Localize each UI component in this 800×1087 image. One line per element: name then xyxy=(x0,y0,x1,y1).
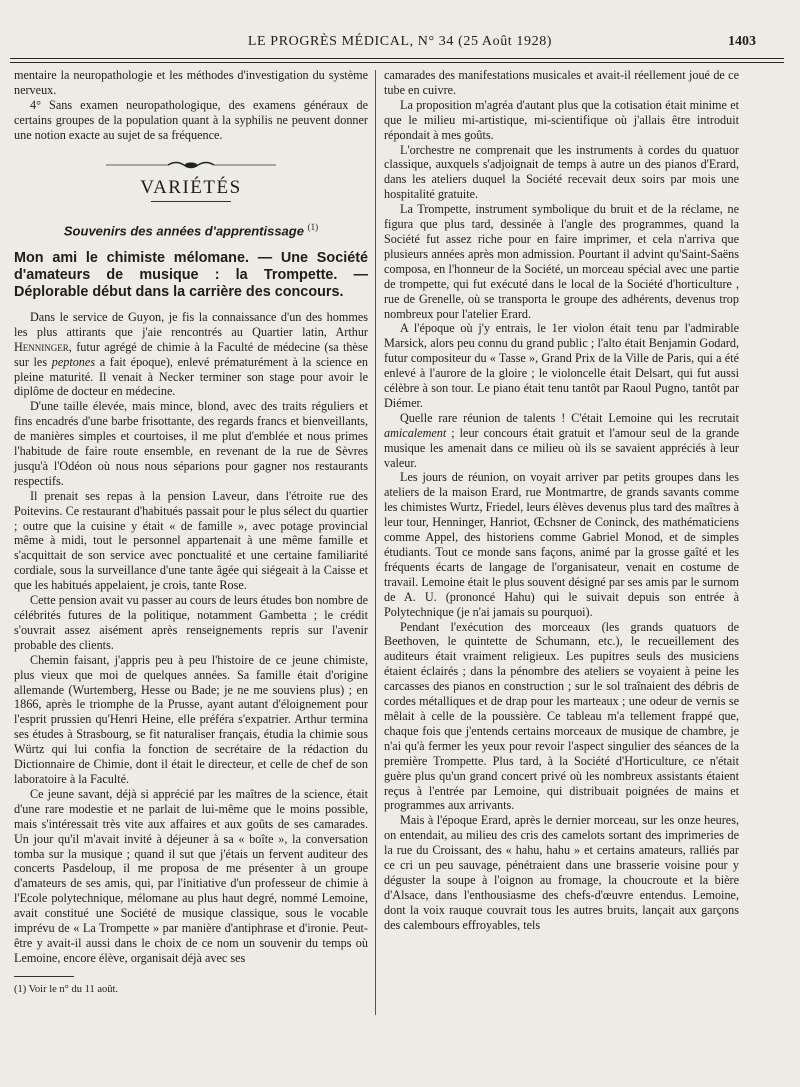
header-rule-thin xyxy=(10,62,784,63)
paragraph: mentaire la neuropathologie et les méthodes d'investigation du système nerveux. xyxy=(14,68,368,97)
paragraph: La proposition m'agréa d'autant plus que la cotisation était minime et que le milieu mi-artistique, mi-scientifique où j'allais être introduit répondait à mes goûts. xyxy=(384,97,739,142)
paragraph: Cette pension avait vu passer au cours de leurs études bon nombre de célébrités futures de la politique, notamment Gambetta ; le crédit s'ouvrait assez aisément après renseignements repris sur l'avenir probable des clients. xyxy=(14,593,368,652)
paragraph: 4° Sans examen neuropathologique, des examens généraux de certains groupes de la population quant à la syphilis ne peuvent donner une notion exacte au sujet de sa fréquence. xyxy=(14,97,368,142)
footnote: (1) Voir le n° du 11 août. xyxy=(14,983,119,995)
article-headline: Mon ami le chimiste mélomane. — Une Société d'amateurs de musique : la Trompette. — Déplorable début dans la carrière des concours. xyxy=(14,249,368,301)
paragraph: Chemin faisant, j'appris peu à peu l'histoire de ce jeune chimiste, plus vieux que moi de quelques années. Sa famille était d'origine allemande (Wurtemberg, Hesse ou Bade; je ne me souviens plus) ; en 1866, après le triomphe de la Prusse, ayant autant d'éloignement pour l'esprit prussien qu'Henri Heine, elle préféra s'expatrier. Arthur termina ses études à Strasbourg, se fit naturaliser français, étudia la chimie sous Würtz qui lui confia la fonction de secrétaire de la rédaction du Dictionnaire de Chimie, dont il était le directeur, et celle de chef de son laboratoire à la Faculté. xyxy=(14,652,368,786)
paragraph: Pendant l'exécution des morceaux (les grands quatuors de Beethoven, le quintette de Schumann, etc.), le recueillement des auditeurs était vraiment religieux. Les pupitres seuls des musiciens étaient éclairés ; dans la pénombre des ateliers se voyaient à peine les carcasses des pianos en construction ; sur le sol traînaient des débris de cordes métalliques et de drap pour les marteaux ; une odeur de vernis se mêlait à celle de la poussière. Ce tableau m'a tellement frappé que, chaque fois que j'entends certains morceaux de musique de chambre, je n'ai qu'à fermer les yeux pour revoir l'aspect singulier des séances de la première Trompette. Plus tard, à la Société d'Horticulture, ce n'était guère plus qu'un grand concert privé où les nombreux assistants étaient reçus à l'entrée par Lemoine, qui distribuait poignées de mains et programmes aux arrivants. xyxy=(384,619,739,813)
column-divider xyxy=(375,70,376,1015)
running-head: LE PROGRÈS MÉDICAL, N° 34 (25 Août 1928) xyxy=(247,34,553,49)
paragraph: Ce jeune savant, déjà si apprécié par les maîtres de la science, était d'une rare modestie et ne parlait de lui-même que le moins possible, mais s'intéressait très vite aux affaires et aux goûts de ses camarades. Un jour qu'il m'avait invité à déjeuner à sa « boîte », la conversation tomba sur la musique ; quand il sut que j'étais un fervent auditeur des concerts Pasdeloup, il me proposa de me présenter à un groupe d'amateurs de ses amis, qui, par l'initiative d'un professeur de chimie à l'Ecole polytechnique, mélomane au plus haut degré, nommé Lemoine, avait constitué une Société de musique classique, sous le vocable imprévu de « La Trompette » par manière d'antiphrase et d'ironie. Peut-être y avait-il aussi dans le choix de ce nom un souvenir du temps où Lemoine, encore élève, organisait déjà avec ses xyxy=(14,786,368,965)
section-title: VARIÉTÉS xyxy=(140,176,242,198)
left-column xyxy=(14,68,368,998)
person-name: Henninger xyxy=(14,339,69,354)
right-column xyxy=(384,68,739,933)
paragraph: L'orchestre ne comprenait que les instruments à cordes du quatuor classique, auxquels s'adjoignait de temps à autre un des pianos d'Erard, dans les ateliers duquel la Société recevait deux soirs par mois une hospitalité gratuite. xyxy=(384,142,739,202)
section-title-rule xyxy=(151,201,231,202)
paragraph: Mais à l'époque Erard, après le dernier morceau, sur les onze heures, on entendait, au milieu des cris des camelots sortant des imprimeries de la rue du Croissant, des « hahu, hahu » et certains amateurs, ralliés par ce cri un peu sauvage, pénétraient dans une brasserie voisine pour y déguster la soupe à l'oignon au fromage, la choucroute et la bière d'Alsace, dans l'enthousiasme des chefs-d'œuvre entendus. Lemoine, dont la voix rauque couvrait tous les autres bruits, lançait aux garçons des calembours effroyables, tels xyxy=(384,813,739,932)
paragraph: Il prenait ses repas à la pension Laveur, dans l'étroite rue des Poitevins. Ce restaurant d'habitués passait pour le plus sélect du quartier ; outre que la cuisine y était « de famille », avec potage provincial même à midi, tout le personnel appartenait à une même famille et s'acquittait de son service avec ponctualité et une certaine familiarité cordiale, sous la surveillance d'une tante âgée qui siégeait à la Caisse et que les habitués appelaient, je crois, tante Rose. xyxy=(14,488,368,593)
paragraph: D'une taille élevée, mais mince, blond, avec des traits réguliers et fins encadrés d'une barbe frisottante, des regards francs et bienveillants, de manières simples et courtoises, il me plut d'emblée et nous primes l'habitude de faire route ensemble, en revenant de la rue de Sèvres jusqu'à l'Odéon où nous nous séparions pour gagner nos restaurants respectifs. xyxy=(14,399,368,488)
paragraph: La Trompette, instrument symbolique du bruit et de la réclame, ne figura que plus tard, dessinée à l'angle des programmes, quand la Société fut assez riche pour en faire imprimer, et cela n'arriva que plusieurs années après mon admission. Pourtant il advint qu'Saint-Saëns composa, en l'honneur de la Société, un morceau spécial avec une partie de trompette, qui fut exécuté dans le local de la Société d'horticulture , rue de Grenelle, où se transporta le groupe des adhérents, devenus trop nombreux pour l'atelier Erard. xyxy=(384,202,739,321)
page-header xyxy=(0,34,800,56)
paragraph: Dans le service de Guyon, je fis la connaissance d'un des hommes les plus attirants que j'aie rencontrés au Quartier latin, Arthur Henninger, futur agrégé de chimie à la Faculté de médecine (sa thèse sur les peptones a fait époque), enlevé prématurément à la science en pleine maturité. Il venait à Necker terminer son stage pour avoir le diplôme de docteur en médecine. xyxy=(14,309,368,399)
footnote-rule xyxy=(14,976,74,977)
paragraph: A l'époque où j'y entrais, le 1er violon était tenu par l'admirable Marsick, alors peu connu du grand public ; l'alto était Benjamin Godard, futur compositeur du « Tasse », Grand Prix de la Ville de Paris, qui a été enlevé à l'aurore de la gloire ; le violoncelle était Delsart, qui fut aussi célèbre à son tour. Le piano était tenu tantôt par Raoul Pugno, tantôt par Diémer. xyxy=(384,321,739,410)
page-number: 1403 xyxy=(728,34,756,49)
paragraph: camarades des manifestations musicales et avait-il réellement joué de ce tube en cuivre. xyxy=(384,68,739,97)
paragraph: Les jours de réunion, on voyait arriver par petits groupes dans les ateliers de la maison Erard, rue Montmartre, de grands savants comme les chimistes Wurtz, Friedel, leurs élèves devenus plus tard des maîtres à leur tour, Henninger, Hanriot, Œchsner de Coninck, des mathématiciens comme Appel, des historiens comme Gabriel Monod, et de simples étudiants. Tout ce monde sans façons, animé par la grosse gaîté et les fréquents écarts de langage de l'organisateur, venait en costume de travail. Lemoine était le plus souvent désigné par ses amis par le surnom de A. U. (prononcé Hahu) qui le suivait depuis son entrée à Polytechnique (je n'ai jamais su pourquoi). xyxy=(384,470,739,619)
article-subtitle xyxy=(14,220,368,239)
paragraph: Quelle rare réunion de talents ! C'était Lemoine qui les recrutait amicalement ; leur concours était gratuit et l'amour seul de la grande musique les amenait dans ce milieu où ils se savaient appréciés à leur valeur. xyxy=(384,410,739,470)
footnote-marker: (1) xyxy=(307,222,319,233)
ornament-divider xyxy=(106,159,276,171)
subtitle-text: Souvenirs des années d'apprentissage xyxy=(63,223,304,239)
header-rule xyxy=(10,58,784,59)
